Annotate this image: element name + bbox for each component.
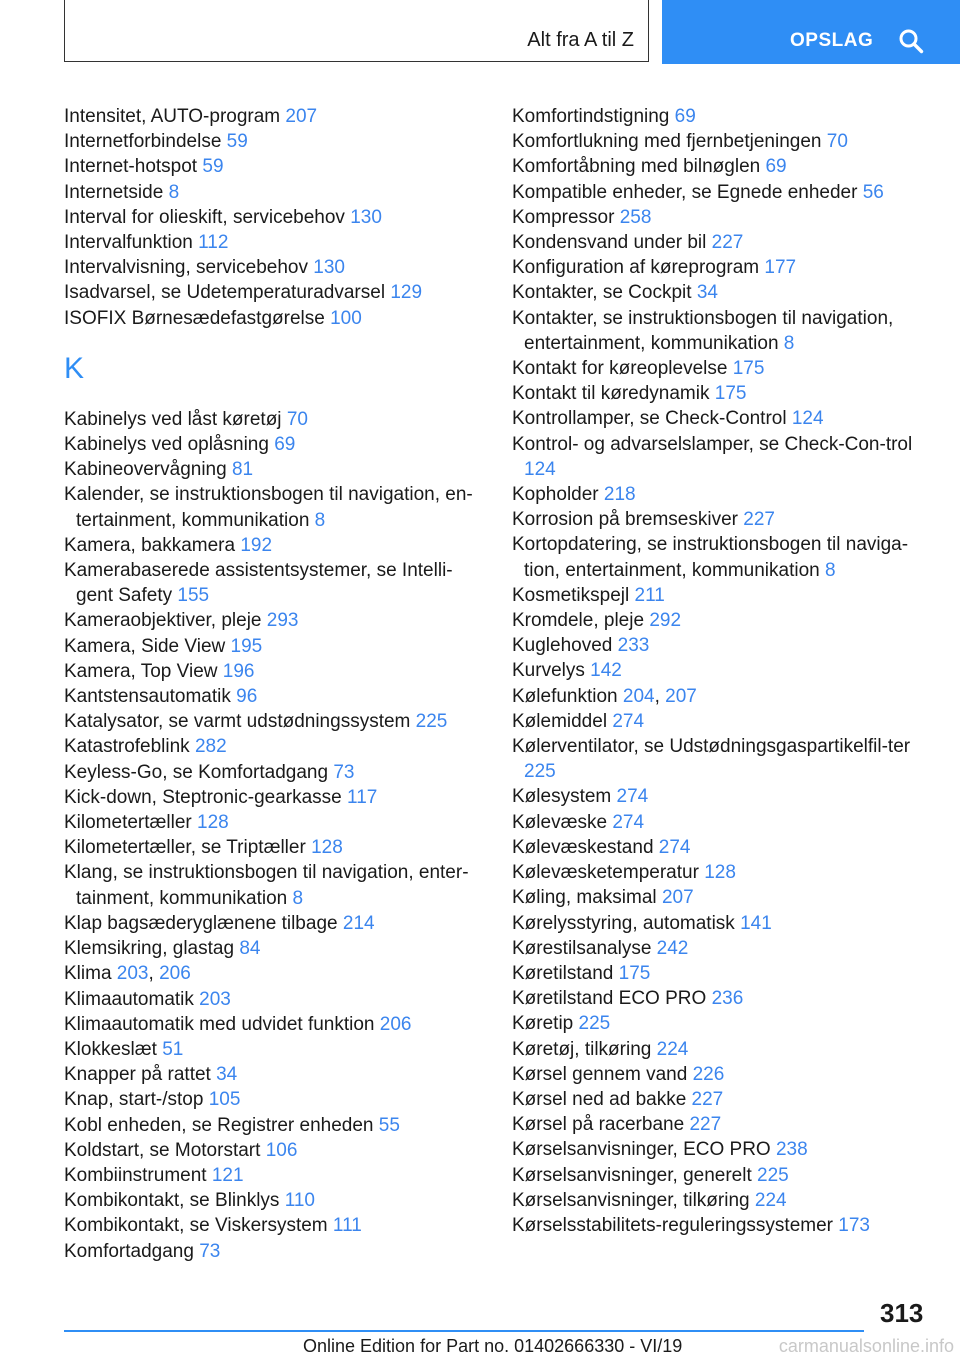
page-link[interactable]: 111 bbox=[332, 1215, 362, 1237]
lookup-button-label: OPSLAG bbox=[790, 30, 874, 51]
lookup-button[interactable] bbox=[662, 0, 960, 64]
index-entry bbox=[512, 1137, 932, 1162]
index-term: Kamera, Side View bbox=[64, 635, 226, 657]
index-term: Internet-hotspot bbox=[64, 156, 198, 178]
index-entry bbox=[512, 1163, 932, 1188]
index-entry bbox=[64, 432, 484, 457]
page-link[interactable]: 69 bbox=[274, 434, 296, 456]
index-entry bbox=[64, 1213, 484, 1238]
page-link[interactable]: 8 bbox=[314, 509, 326, 531]
page-link[interactable]: 227 bbox=[691, 1088, 724, 1110]
index-entry bbox=[512, 860, 932, 885]
index-entry bbox=[512, 658, 932, 683]
index-entry bbox=[64, 104, 484, 129]
index-entry bbox=[64, 684, 484, 709]
index-term: Kølesystem bbox=[512, 786, 612, 808]
index-entry bbox=[64, 1012, 484, 1037]
index-term: Kontakter, se Cockpit bbox=[512, 282, 692, 304]
page-link[interactable]: 225 bbox=[524, 761, 556, 783]
index-term: Klang, se instruktionsbogen til navigation, enter‐tainment, kommunikation bbox=[64, 862, 469, 909]
index-entry bbox=[512, 1188, 932, 1213]
page-link[interactable]: 274 bbox=[658, 836, 691, 858]
index-term: Koldstart, se Motorstart bbox=[64, 1139, 261, 1161]
index-entry bbox=[512, 205, 932, 230]
index-entry bbox=[512, 709, 932, 734]
index-term: Korrosion på bremseskiver bbox=[512, 509, 738, 531]
index-entry bbox=[512, 482, 932, 507]
index-term: Katastrofeblink bbox=[64, 736, 190, 758]
index-term: Kørselsanvisninger, tilkøring bbox=[512, 1189, 750, 1211]
index-term: Klimaautomatik bbox=[64, 988, 194, 1010]
index-entry bbox=[512, 1011, 932, 1036]
page-link[interactable]: 128 bbox=[704, 862, 736, 884]
index-term: Knap, start-/stop bbox=[64, 1089, 204, 1111]
index-term: Kørestilsanalyse bbox=[512, 937, 652, 959]
page-link[interactable]: 155 bbox=[177, 585, 210, 607]
page-link[interactable]: 8 bbox=[783, 332, 795, 354]
page-link[interactable]: 173 bbox=[838, 1214, 870, 1236]
page-link[interactable]: 226 bbox=[692, 1063, 725, 1085]
index-entry bbox=[512, 986, 932, 1011]
index-term: Kurvelys bbox=[512, 660, 585, 682]
page-link[interactable]: 175 bbox=[714, 383, 747, 405]
page-link[interactable]: 214 bbox=[342, 912, 375, 934]
page-link[interactable]: 128 bbox=[197, 812, 229, 834]
index-term: Køretilstand bbox=[512, 962, 614, 984]
page-link[interactable]: 130 bbox=[313, 257, 345, 279]
index-entry bbox=[64, 1062, 484, 1087]
index-entry bbox=[512, 129, 932, 154]
index-entry bbox=[64, 810, 484, 835]
index-term: Køretip bbox=[512, 1013, 574, 1035]
page-link[interactable]: 73 bbox=[199, 1240, 221, 1262]
page-separator: , bbox=[654, 685, 666, 707]
index-entry bbox=[64, 608, 484, 633]
page-link[interactable]: 225 bbox=[578, 1013, 611, 1035]
index-term: Kamera, bakkamera bbox=[64, 534, 236, 556]
index-term: Konfiguration af køreprogram bbox=[512, 257, 760, 279]
index-term: Kølevæskestand bbox=[512, 836, 654, 858]
index-entry bbox=[64, 961, 484, 986]
index-term: Katalysator, se varmt udstødningssystem bbox=[64, 711, 411, 733]
index-entry bbox=[512, 432, 932, 482]
index-term: Kølevæske bbox=[512, 811, 608, 833]
page-link[interactable]: 34 bbox=[216, 1064, 238, 1086]
index-entry bbox=[64, 709, 484, 734]
index-term: Kontrollamper, se Check-Control bbox=[512, 408, 787, 430]
index-term: Knapper på rattet bbox=[64, 1064, 211, 1086]
index-term: Kabinelys ved låst køretøj bbox=[64, 408, 282, 430]
index-term: Kabineovervågning bbox=[64, 459, 227, 481]
index-term: Kombikontakt, se Viskersystem bbox=[64, 1215, 328, 1237]
page-link[interactable]: 192 bbox=[240, 534, 273, 556]
section-tab-label: Alt fra A til Z bbox=[527, 29, 634, 51]
page-link[interactable]: 142 bbox=[590, 660, 622, 682]
page-link[interactable]: 110 bbox=[284, 1190, 315, 1212]
index-term: Komfortlukning med fjernbetjeningen bbox=[512, 131, 822, 153]
page-link[interactable]: 258 bbox=[619, 206, 652, 228]
index-term: Komfortindstigning bbox=[512, 106, 670, 127]
page-link[interactable]: 59 bbox=[226, 131, 248, 153]
index-entry bbox=[64, 154, 484, 179]
index-entry bbox=[512, 1213, 932, 1238]
page-link[interactable]: 105 bbox=[208, 1089, 241, 1111]
section-tab[interactable] bbox=[64, 0, 649, 62]
page-link[interactable]: 121 bbox=[211, 1164, 244, 1186]
index-entry bbox=[512, 180, 932, 205]
page-link[interactable]: 175 bbox=[732, 358, 765, 380]
index-term: Intensitet, AUTO-program bbox=[64, 106, 281, 127]
index-entry bbox=[512, 608, 932, 633]
page-link[interactable]: 73 bbox=[333, 761, 355, 783]
index-term: Kortopdatering, se instruktionsbogen til naviga‐tion, entertainment, kommunikation bbox=[512, 534, 909, 581]
page-link[interactable]: 69 bbox=[674, 106, 696, 127]
page-link[interactable]: 117 bbox=[347, 786, 378, 808]
index-term: Kørselsanvisninger, ECO PRO bbox=[512, 1139, 771, 1161]
page-link[interactable]: 8 bbox=[168, 181, 180, 203]
page-link[interactable]: 227 bbox=[743, 509, 775, 531]
index-term: Kompressor bbox=[512, 206, 615, 228]
page-link[interactable]: 59 bbox=[202, 156, 224, 178]
page-link[interactable]: 8 bbox=[825, 559, 836, 581]
index-term: Klokkeslæt bbox=[64, 1038, 157, 1060]
page-link[interactable]: 227 bbox=[689, 1114, 722, 1136]
index-entry bbox=[64, 911, 484, 936]
index-entry bbox=[64, 760, 484, 785]
index-term: Kontrol- og advarselslamper, se Check-Con‐trol bbox=[512, 433, 913, 455]
page-link[interactable]: 206 bbox=[379, 1013, 412, 1035]
index-term: Kontakt til køredynamik bbox=[512, 383, 710, 405]
index-entry bbox=[512, 583, 932, 608]
index-term: Kobl enheden, se Registrer enheden bbox=[64, 1114, 374, 1136]
page-link[interactable]: 211 bbox=[634, 584, 665, 606]
search-icon bbox=[898, 28, 924, 54]
index-entry bbox=[512, 911, 932, 936]
index-entry bbox=[64, 1188, 484, 1213]
index-term: Kabinelys ved oplåsning bbox=[64, 434, 269, 456]
page-link[interactable]: 207 bbox=[285, 106, 318, 127]
page-link[interactable]: 69 bbox=[765, 156, 787, 178]
index-entry bbox=[64, 533, 484, 558]
page-link[interactable]: 175 bbox=[618, 962, 651, 984]
page-link[interactable]: 8 bbox=[292, 887, 304, 909]
index-entry bbox=[64, 306, 484, 331]
index-entry bbox=[64, 558, 484, 608]
index-entry bbox=[64, 129, 484, 154]
page-link[interactable]: 236 bbox=[711, 988, 744, 1010]
page-link[interactable]: 274 bbox=[612, 811, 645, 833]
page-link[interactable]: 130 bbox=[350, 206, 382, 228]
index-term: Intervalvisning, servicebehov bbox=[64, 257, 308, 279]
index-term: Kombikontakt, se Blinklys bbox=[64, 1190, 280, 1212]
index-column-left bbox=[64, 104, 484, 1264]
index-term: Kompatible enheder, se Egnede enheder bbox=[512, 181, 858, 203]
index-entry bbox=[64, 1113, 484, 1138]
page-number: 313 bbox=[880, 1298, 924, 1328]
index-entry bbox=[64, 180, 484, 205]
page-separator: , bbox=[148, 963, 160, 985]
index-term: Keyless-Go, se Komfortadgang bbox=[64, 761, 329, 783]
footer-edition: Online Edition for Part no. 01402666330 - VI/19 bbox=[303, 1336, 683, 1356]
index-term: Kørsel på racerbane bbox=[512, 1114, 685, 1136]
index-entry bbox=[64, 634, 484, 659]
index-entry bbox=[64, 936, 484, 961]
index-entry bbox=[64, 255, 484, 280]
index-term: Kantstensautomatik bbox=[64, 686, 231, 708]
index-term: Kilometertæller, se Triptæller bbox=[64, 837, 306, 859]
page-link[interactable]: 225 bbox=[415, 711, 448, 733]
index-entry bbox=[64, 1037, 484, 1062]
index-term: Intervalfunktion bbox=[64, 232, 193, 254]
index-term: Klap bagsæderyglænene tilbage bbox=[64, 912, 338, 934]
index-term: Kørselsstabilitets-reguleringssystemer bbox=[512, 1214, 833, 1236]
index-entry bbox=[512, 1037, 932, 1062]
index-entry bbox=[64, 987, 484, 1012]
index-entry bbox=[64, 1163, 484, 1188]
page-link[interactable]: 227 bbox=[711, 232, 744, 254]
page-link[interactable]: 96 bbox=[236, 686, 258, 708]
page-link[interactable]: 206 bbox=[159, 963, 191, 985]
index-term: Kølerventilator, se Udstødningsgaspartikelfil‐ter bbox=[512, 736, 911, 758]
index-entry bbox=[512, 306, 932, 356]
index-term: Klemsikring, glastag bbox=[64, 938, 235, 960]
index-entry bbox=[512, 356, 932, 381]
page-link[interactable]: 55 bbox=[378, 1114, 400, 1136]
footer-divider bbox=[64, 1330, 864, 1332]
index-term: Kamera, Top View bbox=[64, 660, 218, 682]
index-entry bbox=[512, 381, 932, 406]
page-link[interactable]: 124 bbox=[791, 408, 824, 430]
index-entry bbox=[512, 810, 932, 835]
index-entry bbox=[512, 835, 932, 860]
page-link[interactable]: 203 bbox=[116, 963, 149, 985]
page-link[interactable]: 84 bbox=[239, 938, 261, 960]
page-link[interactable]: 242 bbox=[656, 937, 689, 959]
page-link[interactable]: 129 bbox=[390, 282, 423, 304]
index-entry bbox=[64, 407, 484, 432]
index-term: Kuglehoved bbox=[512, 635, 613, 657]
index-term: Kameraobjektiver, pleje bbox=[64, 610, 262, 632]
index-term: Isadvarsel, se Udetemperaturadvarsel bbox=[64, 282, 386, 304]
index-term: Kilometertæller bbox=[64, 812, 192, 834]
index-term: Klimaautomatik med udvidet funktion bbox=[64, 1013, 375, 1035]
index-entry bbox=[64, 734, 484, 759]
index-entry bbox=[512, 230, 932, 255]
index-entry bbox=[512, 154, 932, 179]
page-link[interactable]: 218 bbox=[603, 484, 636, 506]
page-link[interactable]: 204 bbox=[622, 685, 655, 707]
index-term: Internetforbindelse bbox=[64, 131, 222, 153]
index-term: Kombiinstrument bbox=[64, 1164, 207, 1186]
index-entry bbox=[512, 961, 932, 986]
index-entry bbox=[512, 784, 932, 809]
index-term: Internetside bbox=[64, 181, 164, 203]
page-link[interactable]: 100 bbox=[330, 307, 362, 329]
index-entry bbox=[64, 659, 484, 684]
index-term: Kølevæsketemperatur bbox=[512, 862, 699, 884]
page-link[interactable]: 238 bbox=[775, 1139, 808, 1161]
page-link[interactable]: 203 bbox=[199, 988, 231, 1010]
page-link[interactable]: 274 bbox=[612, 710, 645, 732]
page-link[interactable]: 233 bbox=[617, 635, 650, 657]
page-link[interactable]: 224 bbox=[754, 1189, 787, 1211]
page-link[interactable]: 196 bbox=[222, 660, 255, 682]
index-term: Komfortadgang bbox=[64, 1240, 194, 1262]
index-entry bbox=[64, 860, 484, 910]
page-link[interactable]: 124 bbox=[524, 458, 556, 480]
page-link[interactable]: 128 bbox=[311, 837, 343, 859]
page-link[interactable]: 34 bbox=[696, 282, 718, 304]
index-term: Komfortåbning med bilnøglen bbox=[512, 156, 761, 178]
index-entry bbox=[512, 633, 932, 658]
index-entry bbox=[512, 255, 932, 280]
index-entry bbox=[512, 734, 932, 784]
page-link[interactable]: 195 bbox=[230, 635, 263, 657]
index-entry bbox=[512, 684, 932, 709]
index-term: Kromdele, pleje bbox=[512, 610, 645, 632]
index-term: Klima bbox=[64, 963, 112, 985]
index-entry bbox=[64, 280, 484, 305]
index-term: Kørselsanvisninger, generelt bbox=[512, 1164, 752, 1186]
page-link[interactable]: 70 bbox=[286, 408, 308, 430]
index-entry bbox=[512, 104, 932, 129]
watermark: carmanualsonline.info bbox=[778, 1336, 954, 1356]
index-term: Kosmetikspejl bbox=[512, 584, 630, 606]
index-entry bbox=[512, 532, 932, 582]
index-entry bbox=[64, 230, 484, 255]
page-link[interactable]: 207 bbox=[661, 887, 694, 909]
index-term: Køling, maksimal bbox=[512, 887, 657, 909]
index-term: Kalender, se instruktionsbogen til navigation, en‐tertainment, kommunikation bbox=[64, 484, 473, 531]
index-entry bbox=[512, 1062, 932, 1087]
index-entry bbox=[64, 835, 484, 860]
index-entry bbox=[64, 1239, 484, 1264]
index-entry bbox=[64, 457, 484, 482]
page-link[interactable]: 225 bbox=[757, 1164, 789, 1186]
index-term: Interval for olieskift, servicebehov bbox=[64, 206, 345, 228]
page-link[interactable]: 70 bbox=[826, 131, 848, 153]
index-term: Kørsel ned ad bakke bbox=[512, 1088, 687, 1110]
index-entry bbox=[512, 885, 932, 910]
index-term: Kølefunktion bbox=[512, 685, 618, 707]
page-link[interactable]: 112 bbox=[198, 232, 229, 254]
page-link[interactable]: 282 bbox=[194, 736, 227, 758]
index-entry bbox=[512, 507, 932, 532]
index-entry bbox=[64, 785, 484, 810]
page-link[interactable]: 81 bbox=[231, 459, 254, 481]
index-entry bbox=[64, 1138, 484, 1163]
index-entry bbox=[512, 1112, 932, 1137]
index-entry bbox=[64, 205, 484, 230]
index-term: Kick-down, Steptronic-gearkasse bbox=[64, 786, 342, 808]
index-term: ISOFIX Børnesædefastgørelse bbox=[64, 307, 325, 329]
index-term: Køretilstand ECO PRO bbox=[512, 988, 707, 1010]
page-link[interactable]: 141 bbox=[740, 912, 772, 934]
index-term: Kamerabaserede assistentsystemer, se Intelli‐gent Safety bbox=[64, 560, 453, 607]
page-link[interactable]: 224 bbox=[656, 1038, 689, 1060]
index-term: Kontakt for køreoplevelse bbox=[512, 358, 728, 380]
index-entry bbox=[64, 482, 484, 532]
top-navigation-bar bbox=[0, 0, 960, 66]
page-link[interactable]: 207 bbox=[665, 685, 697, 707]
index-entry bbox=[64, 1087, 484, 1112]
index-term: Kølemiddel bbox=[512, 710, 608, 732]
index-letter-heading: K bbox=[64, 351, 85, 385]
index-term: Kopholder bbox=[512, 484, 599, 506]
page-link[interactable]: 274 bbox=[616, 786, 649, 808]
index-entry bbox=[512, 936, 932, 961]
page-link[interactable]: 51 bbox=[162, 1038, 184, 1060]
index-term: Køretøj, tilkøring bbox=[512, 1038, 652, 1060]
page-link[interactable]: 177 bbox=[764, 257, 797, 279]
index-term: Kørsel gennem vand bbox=[512, 1063, 688, 1085]
index-entry bbox=[512, 280, 932, 305]
page-link[interactable]: 293 bbox=[266, 610, 299, 632]
page-link[interactable]: 56 bbox=[862, 181, 884, 203]
index-entry bbox=[512, 406, 932, 431]
index-term: Kontakter, se instruktionsbogen til navigation, entertainment, kommunikation bbox=[512, 307, 894, 354]
page-link[interactable]: 106 bbox=[265, 1139, 298, 1161]
index-term: Kondensvand under bil bbox=[512, 232, 707, 254]
index-entry bbox=[512, 1087, 932, 1112]
index-term: Kørelysstyring, automatisk bbox=[512, 912, 735, 934]
index-column-right bbox=[512, 104, 932, 1238]
page-link[interactable]: 292 bbox=[649, 610, 682, 632]
